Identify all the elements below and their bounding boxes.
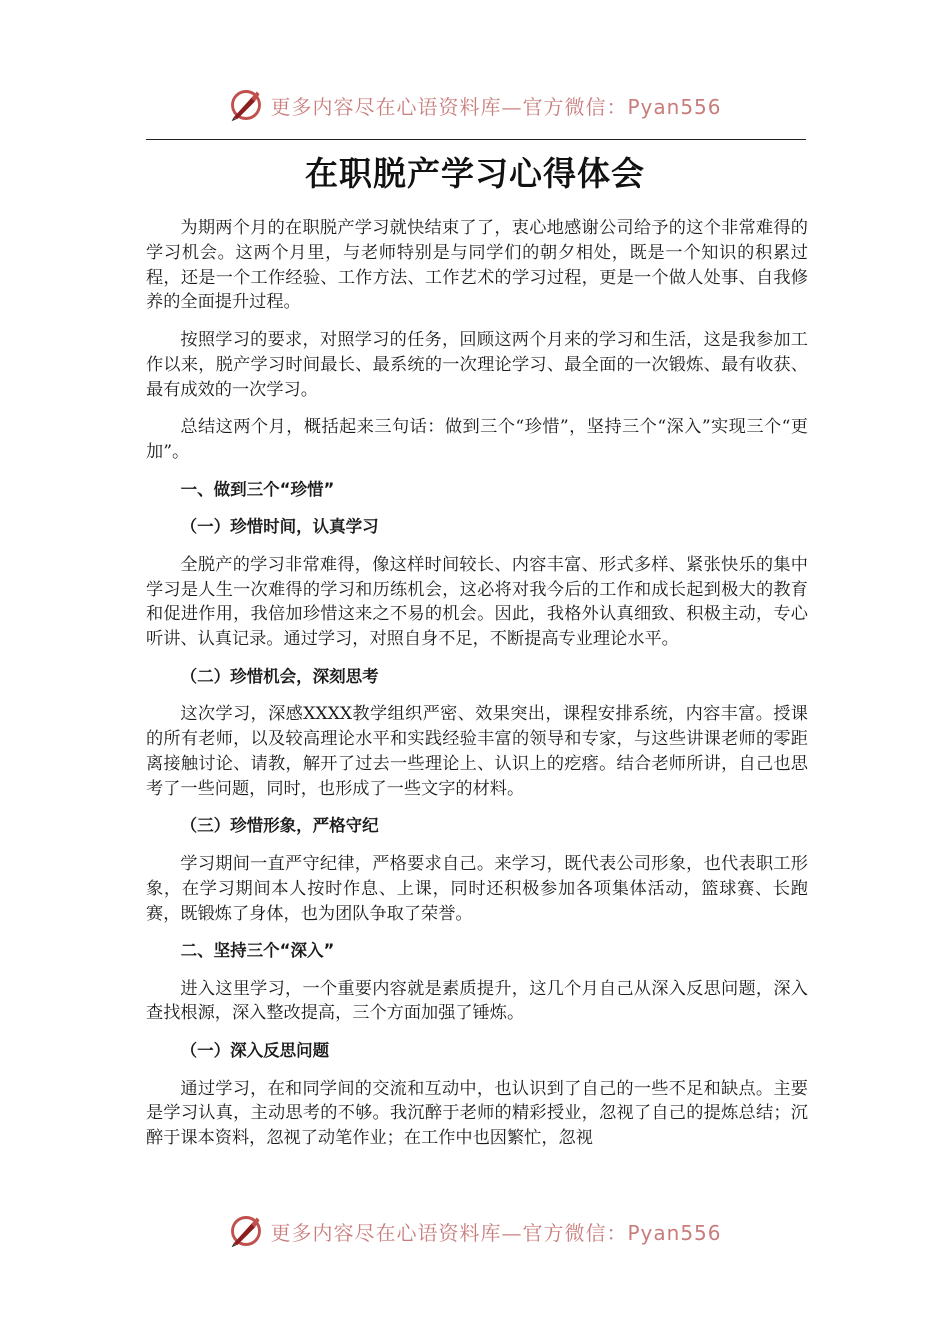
paragraph: 全脱产的学习非常难得，像这样时间较长、内容丰富、形式多样、紧张快乐的集中学习是人生一次难得的学习和历练机会，这必将对我今后的工作和成长起到极大的教育和促进作用，我倍加珍惜这来之不易的机会。因此，我格外认真细致、积极主动，专心听讲、认真记录。通过学习，对照自身不足，不断提高专业理论水平。 [146, 554, 808, 650]
banner-text: 更多内容尽在心语资料库—官方微信：Pyan556 [270, 94, 722, 119]
document-title: 在职脱产学习心得体会 [305, 154, 645, 193]
footer-banner [0, 1206, 950, 1256]
banner-text: 更多内容尽在心语资料库—官方微信：Pyan556 [270, 1220, 722, 1245]
header-banner [0, 80, 950, 130]
pen-writing-logo-icon [228, 1213, 264, 1249]
paragraph: 总结这两个月，概括起来三句话：做到三个“珍惜”，坚持三个“深入”实现三个“更加”。 [146, 417, 808, 462]
section-heading: （三）珍惜形象，严格守纪 [180, 816, 379, 836]
section-heading: （一）珍惜时间，认真学习 [180, 517, 379, 537]
pen-writing-logo-icon [228, 87, 264, 123]
paragraph: 通过学习，在和同学间的交流和互动中，也认识到了自己的一些不足和缺点。主要是学习认真，主动思考的不够。我沉醉于老师的精彩授业，忽视了自己的提炼总结；沉醉于课本资料，忽视了动笔作业；在工作中也因繁忙，忽视 [146, 1078, 808, 1149]
paragraph: 为期两个月的在职脱产学习就快结束了了，衷心地感谢公司给予的这个非常难得的学习机会。这两个月里，与老师特别是与同学们的朝夕相处，既是一个知识的积累过程，还是一个工作经验、工作方法、工作艺术的学习过程，更是一个做人处事、自我修养的全面提升过程。 [146, 218, 808, 313]
section-heading: 一、做到三个“珍惜” [180, 479, 335, 499]
document-body [146, 216, 808, 1176]
section-heading: 二、坚持三个“深入” [180, 941, 335, 961]
section-heading: （二）珍惜机会，深刻思考 [180, 666, 379, 686]
paragraph: 这次学习，深感XXXX教学组织严密、效果突出，课程安排系统，内容丰富。授课的所有老师，以及较高理论水平和实践经验丰富的领导和专家，与这些讲课老师的零距离接触讨论、请教，解开了过去一些理论上、认识上的疙瘩。结合老师所讲，自己也思考了一些问题，同时，也形成了一些文字的材料。 [146, 704, 808, 799]
paragraph: 学习期间一直严守纪律，严格要求自己。来学习，既代表公司形象，也代表职工形象，在学习期间本人按时作息、上课，同时还积极参加各项集体活动，篮球赛、长跑赛，既锻炼了身体，也为团队争取了荣誉。 [146, 853, 808, 924]
paragraph: 按照学习的要求，对照学习的任务，回顾这两个月来的学习和生活，这是我参加工作以来，脱产学习时间最长、最系统的一次理论学习、最全面的一次锻炼、最有收获、最有成效的一次学习。 [146, 329, 808, 400]
header-divider [146, 139, 806, 140]
section-heading: （一）深入反思问题 [180, 1041, 330, 1061]
paragraph: 进入这里学习，一个重要内容就是素质提升，这几个月自己从深入反思问题，深入查找根源，深入整改提高，三个方面加强了锤炼。 [146, 978, 808, 1024]
